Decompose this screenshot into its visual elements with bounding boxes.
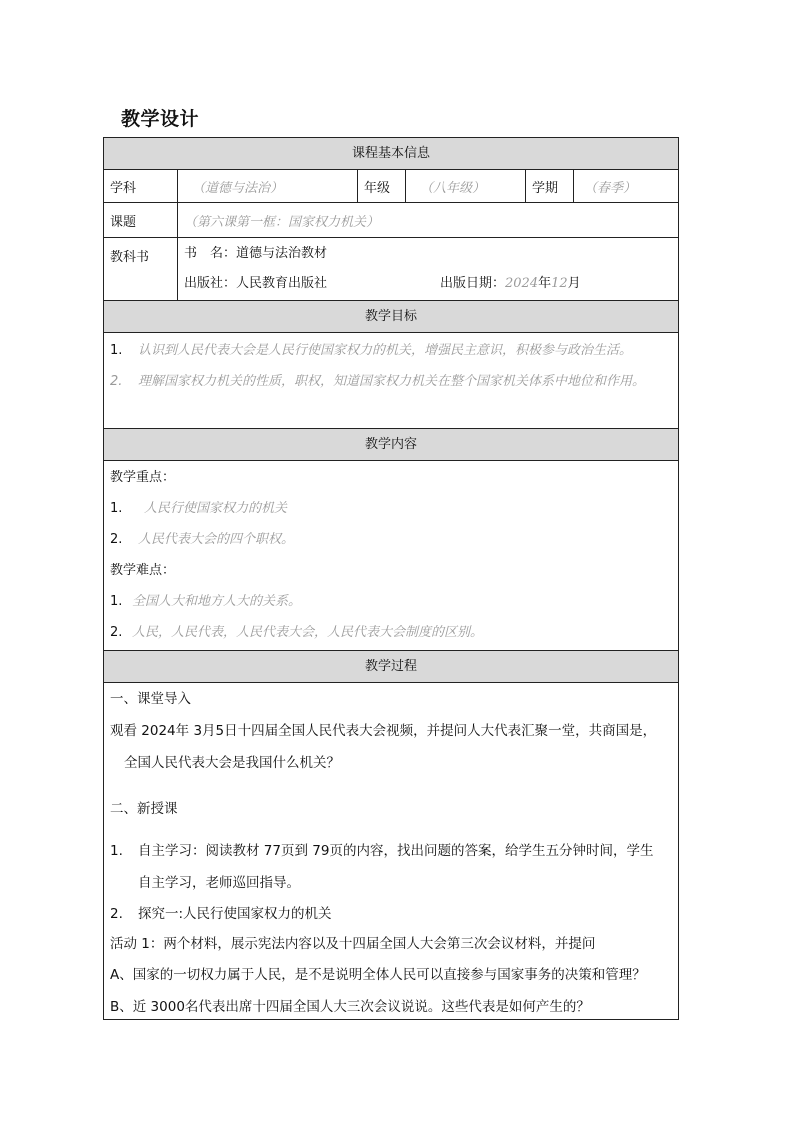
subject-label: 学科 bbox=[104, 170, 178, 202]
goal-number: 1. bbox=[110, 343, 123, 358]
goal-text: 认识到人民代表大会是人民行使国家权力的机关，增强民主意识，积极参与政治生活。 bbox=[138, 343, 633, 358]
difficult-point-number: 1. bbox=[110, 594, 123, 609]
key-point-number: 2. bbox=[110, 532, 123, 547]
content-body bbox=[104, 461, 678, 651]
pub-year: 2024 bbox=[505, 276, 539, 291]
textbook-row bbox=[104, 238, 678, 301]
difficult-point-text: 人民，人民代表，人民代表大会，人民代表大会制度的区别。 bbox=[132, 625, 484, 640]
process-body bbox=[104, 683, 678, 1019]
key-point-item bbox=[110, 524, 672, 555]
document-title: 教学设计 bbox=[121, 108, 200, 130]
pub-month: 12 bbox=[551, 276, 568, 291]
difficult-point-number: 2. bbox=[110, 625, 123, 640]
goal-item bbox=[110, 366, 672, 397]
term-value: （春季） bbox=[584, 180, 637, 196]
textbook-label: 教科书 bbox=[104, 238, 178, 300]
pub-date-label: 出版日期： bbox=[440, 276, 506, 291]
topic-label: 课题 bbox=[104, 203, 178, 237]
key-point-number: 1. bbox=[110, 501, 123, 516]
part1-title: 一、课堂导入 bbox=[110, 691, 191, 707]
key-point-item bbox=[110, 493, 672, 524]
step2-number: 2. bbox=[110, 906, 123, 922]
book-name: 书 名：道德与法治教材 bbox=[184, 246, 328, 261]
goal-item bbox=[110, 335, 672, 366]
section-header-process: 教学过程 bbox=[104, 651, 678, 683]
topic-value: （第六课第一框：国家权力机关） bbox=[184, 214, 380, 230]
lesson-plan-table bbox=[103, 137, 679, 1020]
difficult-points-label: 教学难点： bbox=[110, 563, 176, 578]
section-header-goals: 教学目标 bbox=[104, 301, 678, 333]
question-a: A、国家的一切权力属于人民，是不是说明全体人民可以直接参与国家事务的决策和管理？ bbox=[110, 967, 646, 983]
step2-line bbox=[110, 899, 672, 929]
grade-label: 年级 bbox=[358, 170, 406, 202]
subject-value: （道德与法治） bbox=[178, 170, 358, 202]
part1-line: 全国人民代表大会是我国什么机关？ bbox=[124, 755, 340, 771]
step1-line bbox=[110, 835, 672, 867]
key-point-text: 人民代表大会的四个职权。 bbox=[138, 532, 295, 547]
year-char: 年 bbox=[538, 276, 552, 291]
publisher-line bbox=[184, 269, 672, 299]
part2-title: 二、新授课 bbox=[110, 801, 178, 817]
term-label: 学期 bbox=[526, 170, 574, 202]
grade-value: （八年级） bbox=[406, 170, 526, 202]
difficult-point-text: 全国人大和地方人大的关系。 bbox=[132, 594, 302, 609]
step1-text: 自主学习：阅读教材 77页到 79页的内容，找出问题的答案，给学生五分钟时间，学生 bbox=[138, 843, 654, 859]
step2-text: 探究一:人民行使国家权力的机关 bbox=[138, 906, 332, 922]
section-header-basic-info: 课程基本信息 bbox=[104, 138, 678, 170]
goal-number: 2. bbox=[110, 374, 123, 389]
publisher: 出版社：人民教育出版社 bbox=[184, 276, 328, 291]
key-points-label: 教学重点： bbox=[110, 470, 176, 485]
goals-body bbox=[104, 333, 678, 429]
textbook-details bbox=[178, 238, 678, 300]
step1-line: 自主学习，老师巡回指导。 bbox=[138, 875, 300, 891]
section-header-content: 教学内容 bbox=[104, 429, 678, 461]
topic-row bbox=[104, 203, 678, 238]
activity-line: 活动 1：两个材料，展示宪法内容以及十四届全国人大会第三次会议材料，并提问 bbox=[110, 936, 596, 952]
goal-text: 理解国家权力机关的性质，职权，知道国家权力机关在整个国家机关体系中地位和作用。 bbox=[138, 374, 646, 389]
key-point-text: 人民行使国家权力的机关 bbox=[144, 501, 288, 516]
question-b: B、近 3000名代表出席十四届全国人大三次会议说说。这些代表是如何产生的？ bbox=[110, 999, 590, 1015]
difficult-point-item bbox=[110, 586, 672, 617]
step1-number: 1. bbox=[110, 843, 123, 859]
part1-line: 观看 2024年 3月5日十四届全国人民代表大会视频，并提问人大代表汇聚一堂，共商国是， bbox=[110, 723, 657, 739]
month-char: 月 bbox=[567, 276, 581, 291]
subject-row bbox=[104, 170, 678, 203]
difficult-point-item bbox=[110, 617, 672, 648]
